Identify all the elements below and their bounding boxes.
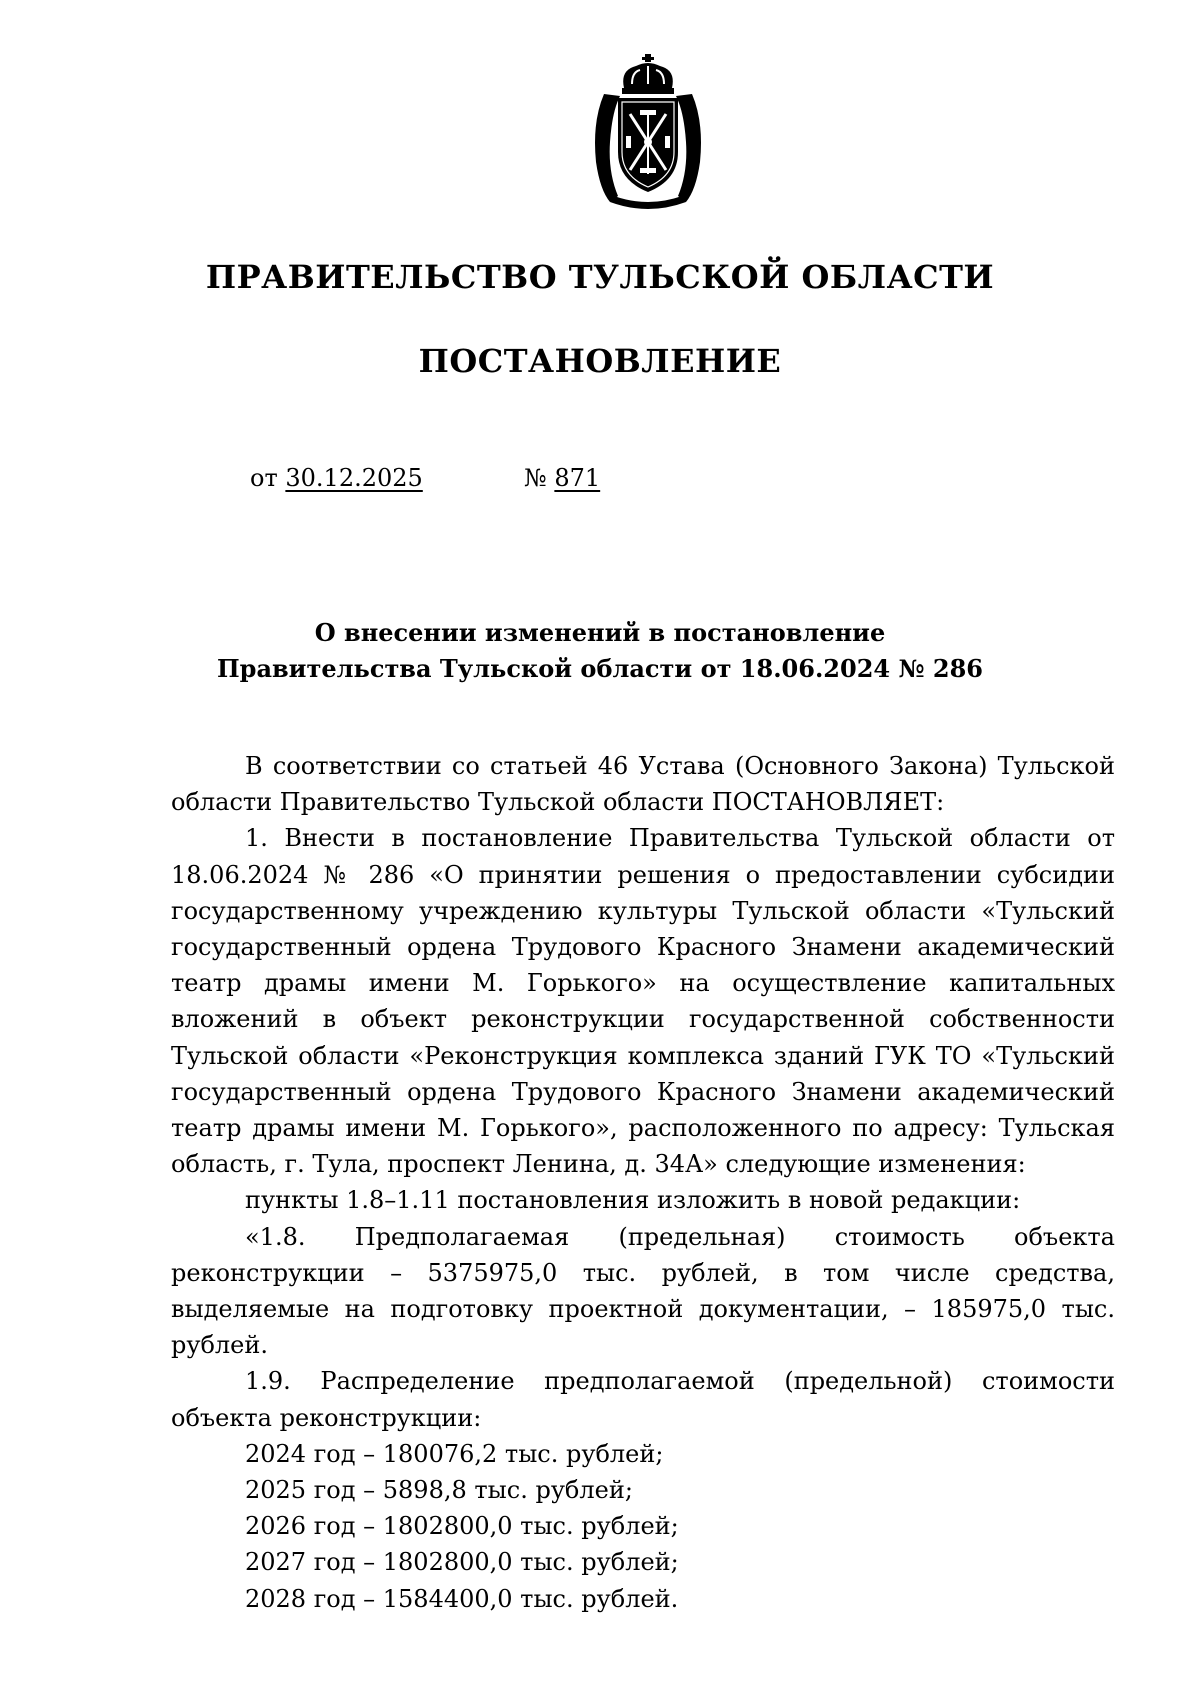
year-line-2028: 2028 год – 1584400,0 тыс. рублей. <box>245 1584 679 1613</box>
year-line-2025: 2025 год – 5898,8 тыс. рублей; <box>245 1476 633 1505</box>
paragraph-1-8: «1.8. Предполагаемая (предельная) стоимость объекта реконструкции – 5375975,0 тыс. рублей, в том числе средства, выделяемые на подготовку проектной документации, – 185975,0 тыс. рублей. <box>171 1222 1115 1360</box>
coat-of-arms-emblem <box>590 52 706 212</box>
number-prefix: № <box>524 464 547 492</box>
document-subject <box>0 615 1200 687</box>
year-line-2026: 2026 год – 1802800,0 тыс. рублей; <box>245 1512 679 1541</box>
paragraph-amendment-intro: пункты 1.8–1.11 постановления изложить в новой редакции: <box>245 1186 1021 1215</box>
number-value: 871 <box>554 464 601 492</box>
year-line-2027: 2027 год – 1802800,0 тыс. рублей; <box>245 1548 679 1577</box>
subject-line-2: Правительства Тульской области от 18.06.2024 № 286 <box>217 654 983 683</box>
document-body <box>171 748 1115 1617</box>
government-title: ПРАВИТЕЛЬСТВО ТУЛЬСКОЙ ОБЛАСТИ <box>205 258 995 296</box>
paragraph-preamble: В соответствии со статьей 46 Устава (Основного Закона) Тульской области Правительство Тульской области ПОСТАНОВЛЯЕТ: <box>171 752 1115 817</box>
document-type: ПОСТАНОВЛЕНИЕ <box>418 342 782 380</box>
paragraph-item-1: 1. Внести в постановление Правительства Тульской области от 18.06.2024 № 286 «О принятии решения о предоставлении субсидии государственному учреждению культуры Тульской области «Тульский государственный ордена Трудового Красного Знамени академический театр драмы имени М. Горького» на осуществление капитальных вложений в объект реконструкции государственной собственности Тульской области «Реконструкция комплекса зданий ГУК ТО «Тульский государственный ордена Трудового Красного Знамени академический театр драмы имени М. Горького», расположенного по адресу: Тульская область, г. Тула, проспект Ленина, д. 34А» следующие изменения: <box>171 824 1115 1179</box>
date-prefix: от <box>250 464 278 492</box>
paragraph-1-9: 1.9. Распределение предполагаемой (предельной) стоимости объекта реконструкции: <box>171 1367 1115 1432</box>
document-date <box>250 464 423 492</box>
document-number <box>524 464 600 492</box>
subject-line-1: О внесении изменений в постановление <box>314 618 886 647</box>
year-line-2024: 2024 год – 180076,2 тыс. рублей; <box>245 1439 664 1468</box>
date-value: 30.12.2025 <box>285 464 423 492</box>
